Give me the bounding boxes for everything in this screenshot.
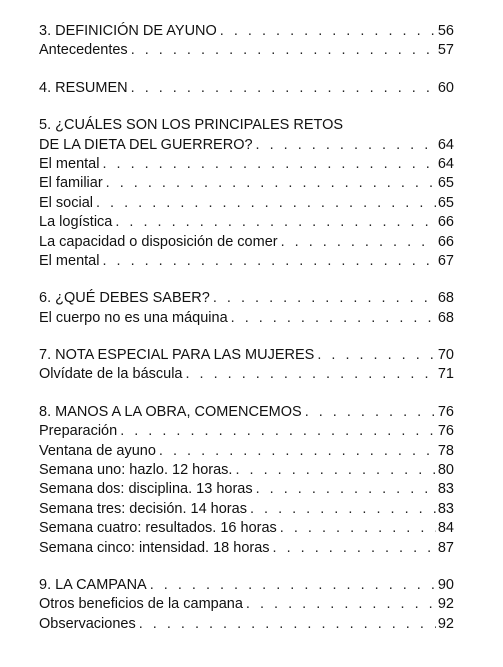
toc-section — [39, 346, 454, 385]
toc-entry — [39, 309, 454, 328]
dot-leader — [281, 233, 436, 252]
toc-entry — [39, 480, 454, 499]
toc-section — [39, 22, 454, 61]
toc-entry-title: Observaciones — [39, 615, 136, 632]
toc-page-number: 78 — [437, 442, 454, 459]
toc-entry — [39, 403, 454, 422]
dot-leader — [139, 615, 436, 634]
toc-entry — [39, 519, 454, 538]
toc-page-number: 71 — [437, 366, 454, 383]
toc-heading-text: 5. ¿CUÁLES SON LOS PRINCIPALES RETOS — [39, 117, 344, 134]
toc-page-number: 68 — [437, 309, 454, 326]
toc-entry-title: Antecedentes — [39, 42, 128, 59]
table-of-contents — [39, 22, 454, 652]
toc-page-number: 60 — [437, 79, 454, 96]
toc-page-number: 67 — [437, 252, 454, 269]
dot-leader — [256, 136, 436, 155]
toc-entry — [39, 155, 454, 174]
toc-entry — [39, 442, 454, 461]
dot-leader — [273, 539, 436, 558]
toc-page-number: 70 — [437, 347, 454, 364]
toc-page-number: 56 — [437, 23, 454, 39]
toc-entry — [39, 461, 454, 480]
toc-entry-title: La capacidad o disposición de comer — [39, 233, 278, 250]
toc-entry-title: El social — [39, 194, 93, 211]
dot-leader — [120, 422, 436, 441]
toc-entry — [39, 576, 454, 595]
toc-entry — [39, 41, 454, 60]
toc-entry-title: Semana cinco: intensidad. 18 horas — [39, 539, 270, 556]
dot-leader — [220, 22, 436, 41]
toc-section — [39, 116, 454, 271]
toc-entry-title: La logística — [39, 214, 113, 231]
toc-entry-title: Olvídate de la báscula — [39, 366, 183, 383]
toc-section — [39, 79, 454, 98]
toc-entry-title: DE LA DIETA DEL GUERRERO? — [39, 136, 253, 153]
dot-leader — [231, 309, 436, 328]
toc-page-number: 87 — [437, 539, 454, 556]
toc-entry-title: El mental — [39, 155, 100, 172]
toc-entry-title: Preparación — [39, 423, 118, 440]
dot-leader — [185, 365, 435, 384]
dot-leader — [256, 480, 436, 499]
toc-entry — [39, 422, 454, 441]
toc-entry-title: 3. DEFINICIÓN DE AYUNO — [39, 23, 217, 39]
toc-entry — [39, 365, 454, 384]
toc-entry — [39, 22, 454, 41]
dot-leader — [150, 576, 436, 595]
toc-entry-title: El mental — [39, 252, 100, 269]
toc-entry — [39, 539, 454, 558]
toc-entry — [39, 346, 454, 365]
toc-entry-title: 9. LA CAMPANA — [39, 576, 147, 593]
toc-page-number: 80 — [437, 462, 454, 479]
dot-leader — [305, 403, 436, 422]
toc-entry — [39, 136, 454, 155]
toc-page-number: 84 — [437, 520, 454, 537]
dot-leader — [280, 519, 436, 538]
toc-page-number: 64 — [437, 155, 454, 172]
toc-entry — [39, 233, 454, 252]
toc-entry — [39, 615, 454, 634]
toc-page-number: 64 — [437, 136, 454, 153]
toc-page-number: 92 — [437, 596, 454, 613]
toc-page-number: 57 — [437, 42, 454, 59]
toc-page-number: 76 — [437, 403, 454, 420]
toc-entry — [39, 500, 454, 519]
toc-entry-title: Ventana de ayuno — [39, 442, 156, 459]
toc-entry-title: Semana dos: disciplina. 13 horas — [39, 481, 253, 498]
toc-entry-title: Semana uno: hazlo. 12 horas. — [39, 462, 233, 479]
toc-entry-title: Semana cuatro: resultados. 16 horas — [39, 520, 277, 537]
toc-section — [39, 576, 454, 634]
toc-entry-title: 8. MANOS A LA OBRA, COMENCEMOS — [39, 403, 302, 420]
toc-section — [39, 289, 454, 328]
toc-page-number: 66 — [437, 233, 454, 250]
dot-leader — [213, 289, 436, 308]
toc-page-number: 68 — [437, 290, 454, 307]
toc-entry — [39, 252, 454, 271]
toc-entry-title: 7. NOTA ESPECIAL PARA LAS MUJERES — [39, 347, 315, 364]
dot-leader — [106, 174, 436, 193]
toc-entry — [39, 289, 454, 308]
dot-leader — [246, 595, 436, 614]
toc-page-number: 66 — [437, 214, 454, 231]
toc-section — [39, 403, 454, 558]
toc-page-number: 92 — [437, 615, 454, 632]
dot-leader — [250, 500, 436, 519]
dot-leader — [102, 155, 435, 174]
dot-leader — [317, 346, 436, 365]
dot-leader — [115, 213, 436, 232]
dot-leader — [102, 252, 435, 271]
dot-leader — [96, 194, 436, 213]
toc-page-number: 65 — [437, 194, 454, 211]
toc-heading-line — [39, 116, 454, 135]
toc-entry — [39, 174, 454, 193]
dot-leader — [159, 442, 436, 461]
toc-entry-title: Otros beneficios de la campana — [39, 596, 243, 613]
toc-entry — [39, 79, 454, 98]
toc-page-number: 76 — [437, 423, 454, 440]
toc-page-number: 90 — [437, 576, 454, 593]
dot-leader — [235, 461, 435, 480]
toc-entry — [39, 595, 454, 614]
dot-leader — [131, 79, 436, 98]
toc-page-number: 83 — [437, 500, 454, 517]
toc-entry-title: El cuerpo no es una máquina — [39, 309, 228, 326]
toc-entry-title: El familiar — [39, 175, 103, 192]
toc-page-number: 83 — [437, 481, 454, 498]
toc-entry-title: 6. ¿QUÉ DEBES SABER? — [39, 290, 210, 307]
toc-entry — [39, 194, 454, 213]
toc-entry-title: Semana tres: decisión. 14 horas — [39, 500, 247, 517]
toc-entry-title: 4. RESUMEN — [39, 79, 128, 96]
toc-page-number: 65 — [437, 175, 454, 192]
dot-leader — [131, 41, 436, 60]
toc-entry — [39, 213, 454, 232]
